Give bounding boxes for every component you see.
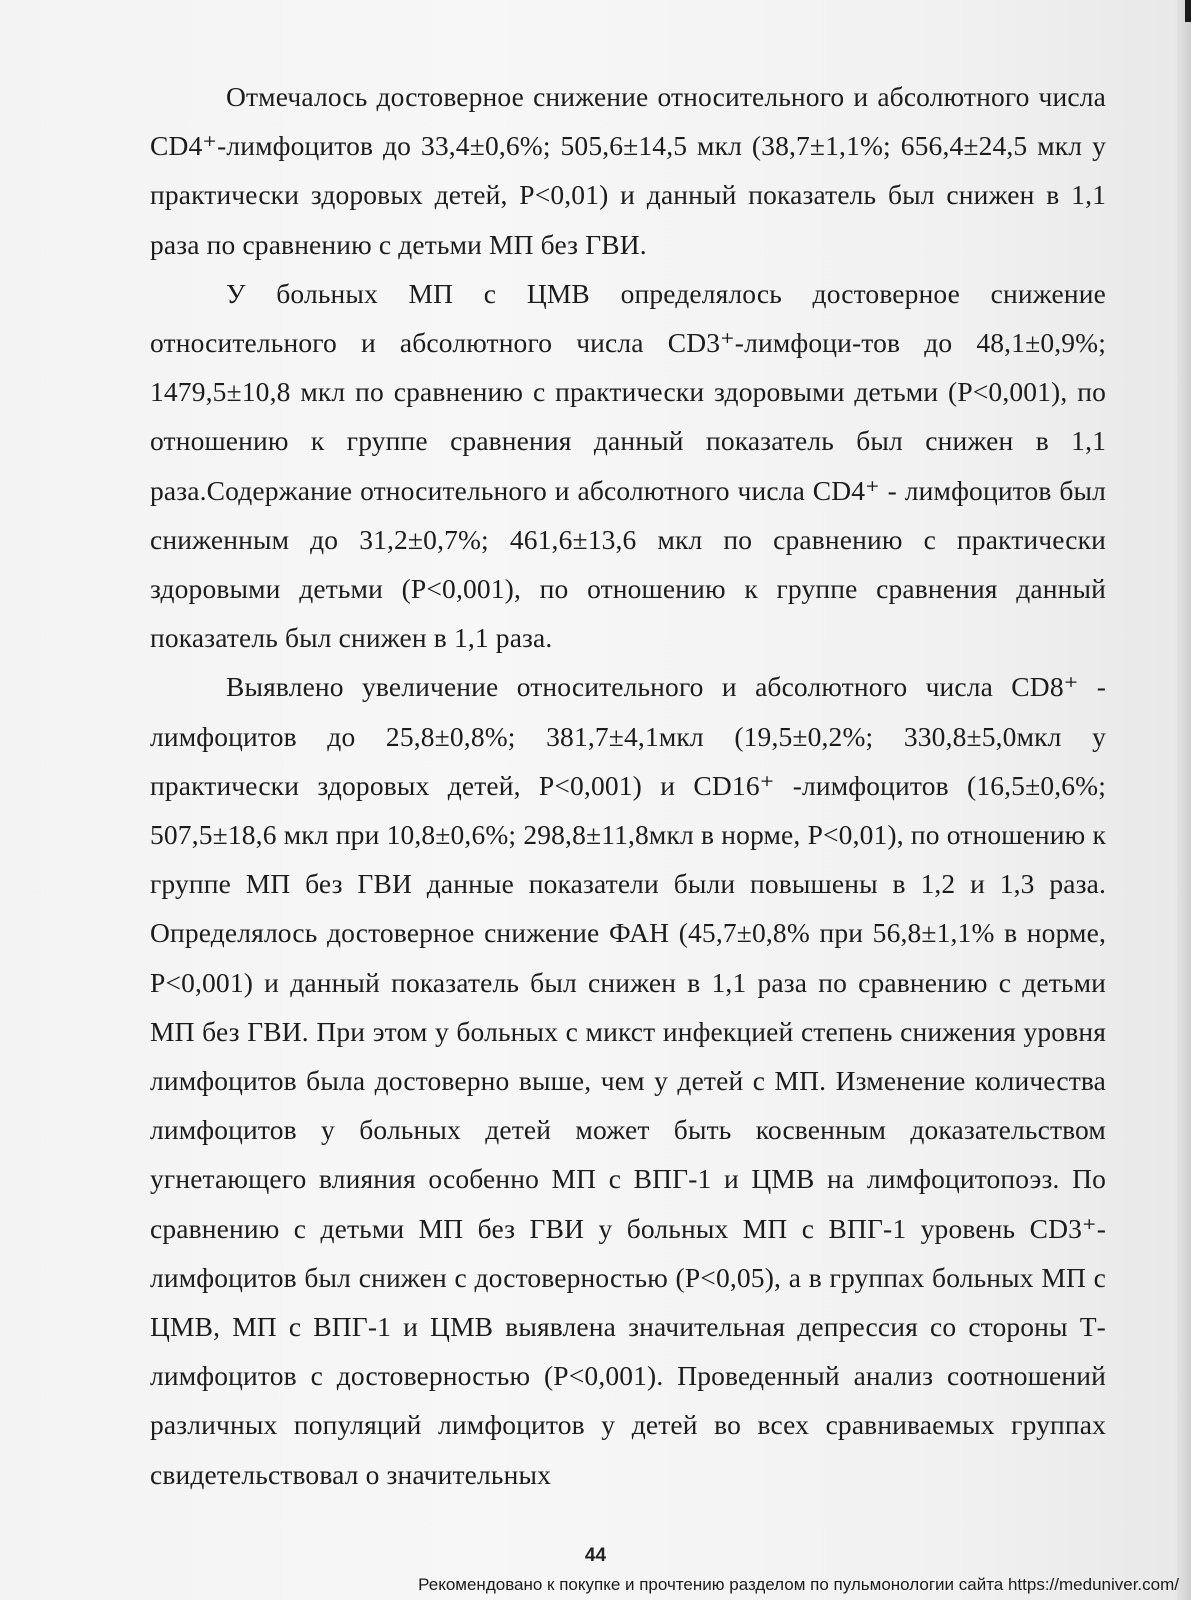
scan-edge-mark [1185, 0, 1191, 22]
page-number: 44 [584, 1545, 607, 1566]
paragraph-2: У больных МП с ЦМВ определялось достоверное снижение относительного и абсолютного числа CD3⁺-лимфоци-тов до 48,1±0,9%; 1479,5±10,8 мкл по сравнению с практически здоровыми детьми (P<0,001), по отношению к группе сравнения данный показатель был снижен в 1,1 раза.Содержание относительного и абсолютного числа CD4⁺ - лимфоцитов был сниженным до 31,2±0,7%; 461,6±13,6 мкл по сравнению с практически здоровыми детьми (P<0,001), по отношению к группе сравнения данный показатель был снижен в 1,1 раза. [150, 277, 1106, 654]
page-edge-shadow [1177, 0, 1191, 1600]
paragraph-1: Отмечалось достоверное снижение относительного и абсолютного числа CD4⁺-лимфоцитов до 33,4±0,6%; 505,6±14,5 мкл (38,7±1,1%; 656,4±24,5 мкл у практически здоровых детей, P<0,01) и данный показатель был снижен в 1,1 раза по сравнению с детьми МП без ГВИ. [150, 81, 1106, 260]
paragraph-3: Выявлено увеличение относительного и абсолютного числа CD8⁺ - лимфоцитов до 25,8±0,8%; 381,7±4,1мкл (19,5±0,2%; 330,8±5,0мкл у практически здоровых детей, P<0,001) и CD16⁺ -лимфоцитов (16,5±0,6%; 507,5±18,6 мкл при 10,8±0,6%; 298,8±11,8мкл в норме, P<0,01), по отношению к группе МП без ГВИ данные показатели были повышены в 1,2 и 1,3 раза. Определялось достоверное снижение ФАН (45,7±0,8% при 56,8±1,1% в норме, P<0,001) и данный показатель был снижен в 1,1 раза по сравнению с детьми МП без ГВИ. При этом у больных с микст инфекцией степень снижения уровня лимфоцитов была достоверно выше, чем у детей с МП. Изменение количества лимфоцитов у больных детей может быть косвенным доказательством угнетающего влияния особенно МП с ВПГ-1 и ЦМВ на лимфоцитопоэз. По сравнению с детьми МП без ГВИ у больных МП с ВПГ-1 уровень CD3⁺-лимфоцитов был снижен с достоверностью (P<0,05), а в группах больных МП с ЦМВ, МП с ВПГ-1 и ЦМВ выявлена значительная депрессия со стороны Т-лимфоцитов с достоверностью (P<0,001). Проведенный анализ соотношений различных популяций лимфоцитов у детей во всех сравниваемых группах свидетельствовал о значительных [150, 671, 1106, 1490]
footer-note: Рекомендовано к покупке и прочтению разделом по пульмонологии сайта https://meduniver.com/ [418, 1575, 1179, 1594]
body-text [150, 72, 1106, 1499]
